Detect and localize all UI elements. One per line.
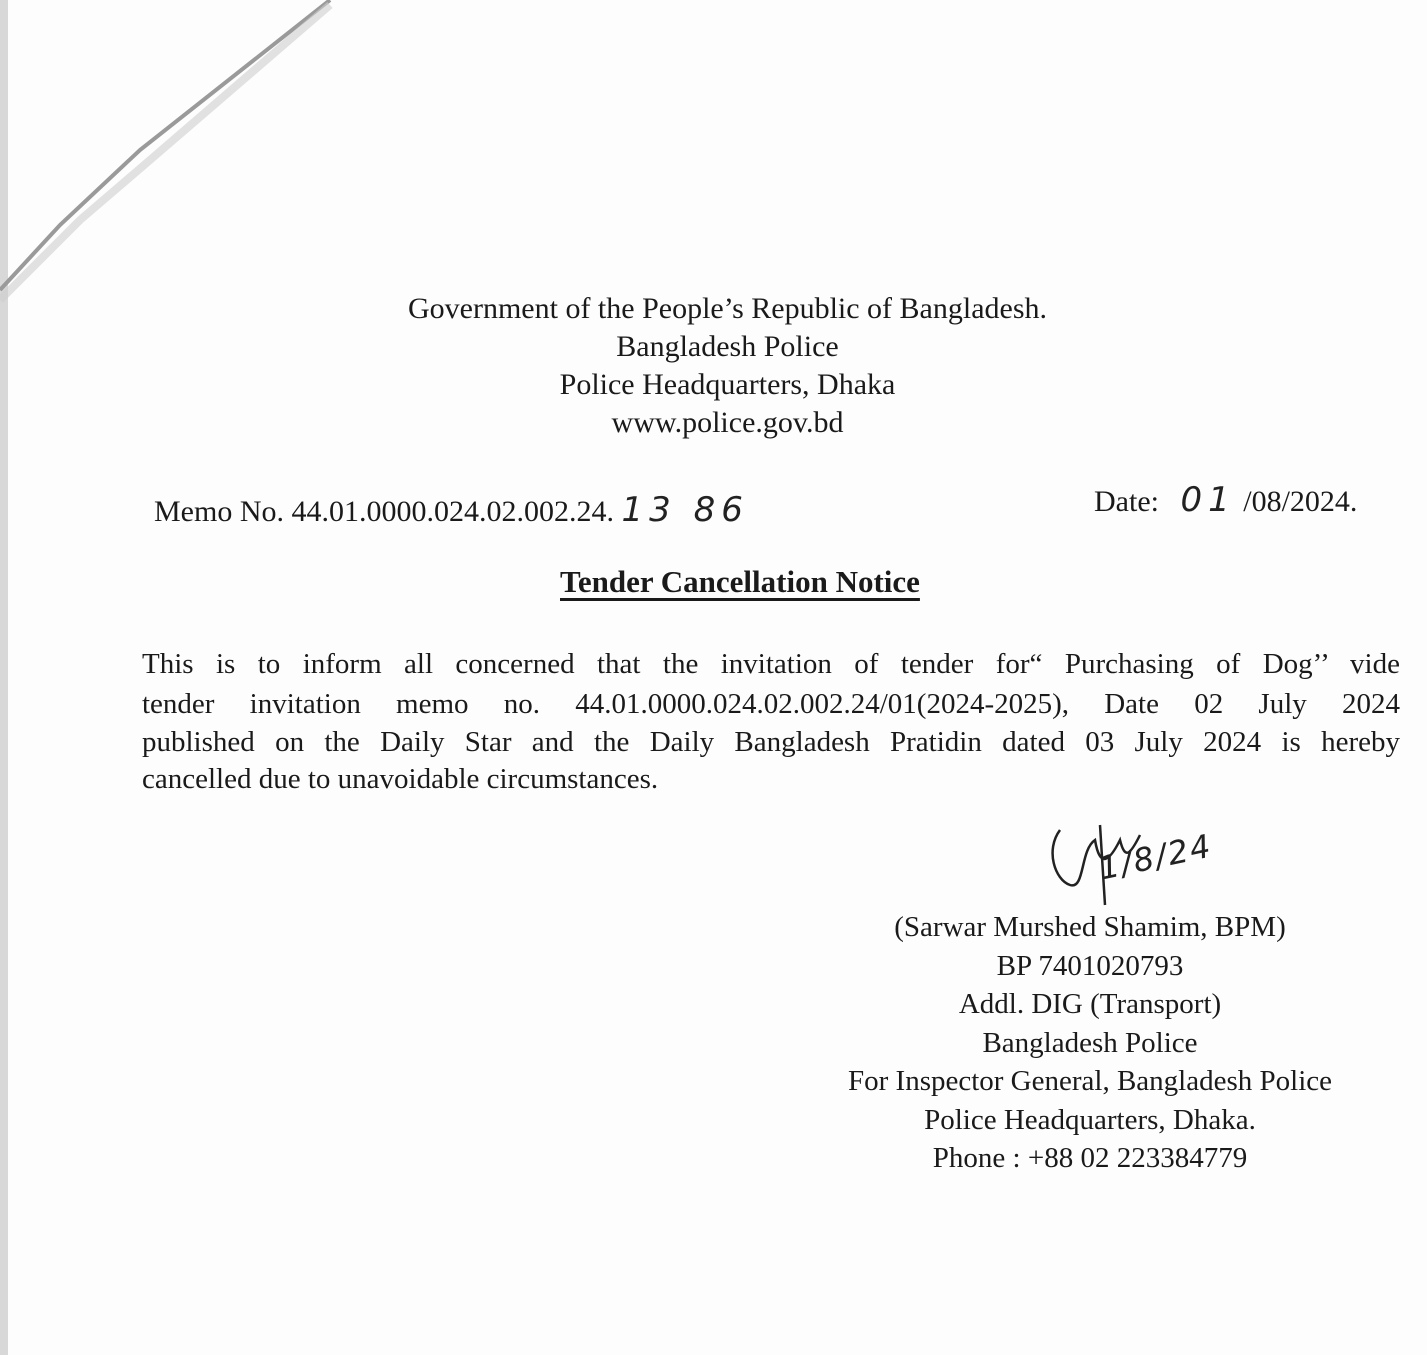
memo-handwritten-number: 13 86 (621, 490, 749, 530)
date-label: Date: (1094, 485, 1159, 518)
body-line: published on the Daily Star and the Daily Bangladesh Pratidin dated 03 July 2024 is hereby (142, 726, 1400, 758)
date-handwritten-day: 01 (1180, 480, 1236, 520)
header-website: www.police.gov.bd (611, 406, 844, 439)
date-rest: /08/2024. (1243, 485, 1358, 518)
signatory-office: Police Headquarters, Dhaka. (924, 1103, 1256, 1136)
memo-date (1094, 480, 1357, 520)
body-line: This is to inform all concerned that the invitation of tender for“ Purchasing of Dog’’ vide (142, 648, 1400, 680)
signature-handwritten-date: 1/8/24 (1095, 826, 1216, 888)
memo-number (154, 490, 749, 530)
body-line: cancelled due to unavoidable circumstances. (142, 763, 659, 795)
signatory-bp-number: BP 7401020793 (996, 949, 1184, 982)
body-line: tender invitation memo no. 44.01.0000.024.02.002.24/01(2024-2025), Date 02 July 2024 (142, 688, 1400, 720)
signatory-designation: Addl. DIG (Transport) (958, 988, 1222, 1020)
memo-label: Memo No. 44.01.0000.024.02.002.24. (154, 495, 614, 528)
header-hq: Police Headquarters, Dhaka (559, 368, 896, 401)
signature-block (770, 908, 1410, 1178)
header-government: Government of the People’s Republic of Bangladesh. (407, 292, 1048, 325)
signatory-for: For Inspector General, Bangladesh Police (848, 1065, 1332, 1097)
notice-title: Tender Cancellation Notice (560, 564, 920, 599)
signatory-phone: Phone : +88 02 223384779 (932, 1142, 1248, 1174)
signatory-org: Bangladesh Police (982, 1026, 1198, 1059)
signatory-name: (Sarwar Murshed Shamim, BPM) (894, 911, 1286, 943)
header-police: Bangladesh Police (616, 330, 839, 363)
